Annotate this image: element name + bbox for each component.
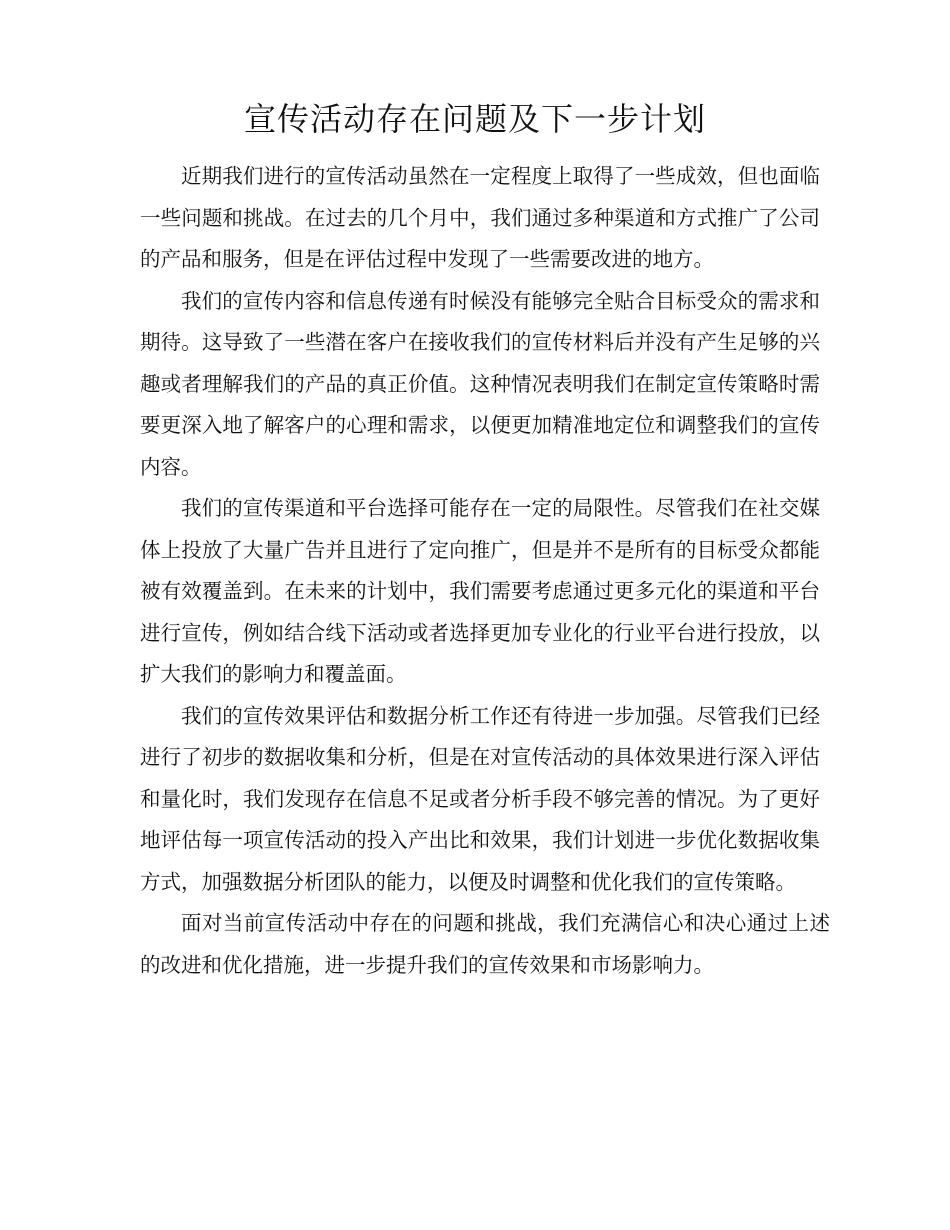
paragraph-content-issue: 我们的宣传内容和信息传递有时候没有能够完全贴合目标受众的需求和期待。这导致了一些潜在客户在接收我们的宣传材料后并没有产生足够的兴趣或者理解我们的产品的真正价值。这种情况表明我们在制定宣传策略时需要更深入地了解客户的心理和需求，以便更加精准地定位和调整我们的宣传内容。 — [140, 288, 820, 479]
paragraph-conclusion: 面对当前宣传活动中存在的问题和挑战，我们充满信心和决心通过上述的改进和优化措施，进一步提升我们的宣传效果和市场影响力。 — [140, 911, 830, 977]
paragraph-evaluation-issue: 我们的宣传效果评估和数据分析工作还有待进一步加强。尽管我们已经进行了初步的数据收集和分析，但是在对宣传活动的具体效果进行深入评估和量化时，我们发现存在信息不足或者分析手段不够完善的情况。为了更好地评估每一项宣传活动的投入产出比和效果，我们计划进一步优化数据收集方式，加强数据分析团队的能力，以便及时调整和优化我们的宣传策略。 — [140, 703, 820, 894]
document-title: 宣传活动存在问题及下一步计划 — [243, 100, 706, 138]
paragraph-channel-issue: 我们的宣传渠道和平台选择可能存在一定的局限性。尽管我们在社交媒体上投放了大量广告并且进行了定向推广，但是并不是所有的目标受众都能被有效覆盖到。在未来的计划中，我们需要考虑通过更多元化的渠道和平台进行宣传，例如结合线下活动或者选择更加专业化的行业平台进行投放，以扩大我们的影响力和覆盖面。 — [140, 496, 820, 686]
paragraph-intro: 近期我们进行的宣传活动虽然在一定程度上取得了一些成效，但也面临一些问题和挑战。在过去的几个月中，我们通过多种渠道和方式推广了公司的产品和服务，但是在评估过程中发现了一些需要改进的地方。 — [140, 164, 820, 271]
